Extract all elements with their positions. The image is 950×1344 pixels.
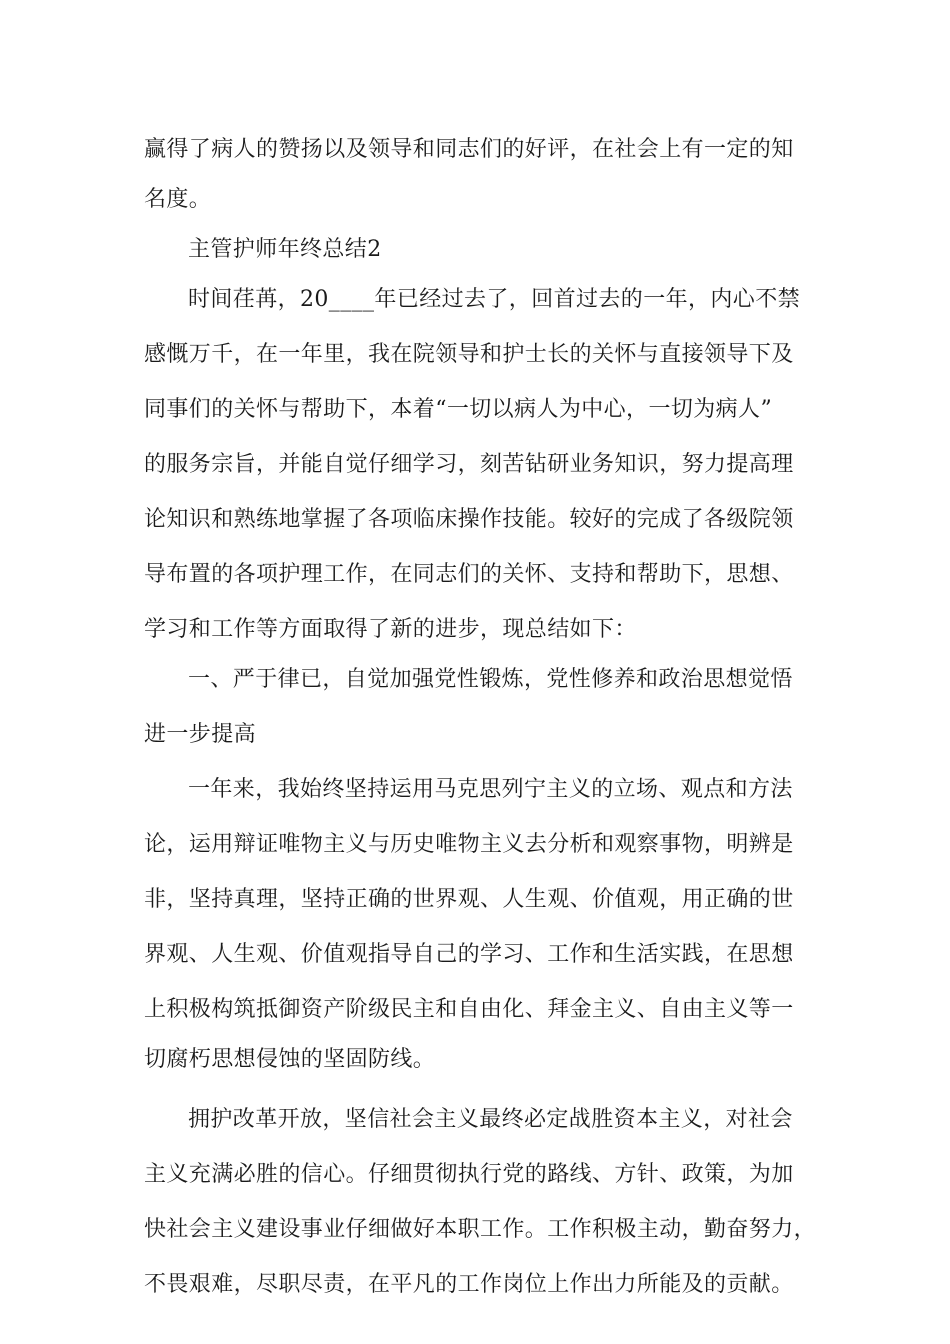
section-heading: 进一步提高 (144, 722, 257, 747)
text-line: 的服务宗旨，并能自觉仔细学习，刻苦钻研业务知识，努力提高理 (144, 452, 794, 477)
text-line: 拥护改革开放，坚信社会主义最终必定战胜资本主义，对社会 (188, 1107, 793, 1132)
text-line: 一年来，我始终坚持运用马克思列宁主义的立场、观点和方法 (188, 777, 793, 802)
text-line: 论，运用辩证唯物主义与历史唯物主义去分析和观察事物，明辨是 (144, 832, 794, 857)
text-line: 时间荏苒，20____年已经过去了，回首过去的一年，内心不禁 (188, 287, 800, 312)
text-line: 学习和工作等方面取得了新的进步，现总结如下： (144, 617, 637, 642)
text-line: 名度。 (144, 187, 212, 212)
text-line: 感慨万千，在一年里，我在院领导和护士长的关怀与直接领导下及 (144, 342, 794, 367)
text-line: 同事们的关怀与帮助下，本着“一切以病人为中心，一切为病人” (144, 397, 773, 422)
text-line: 界观、人生观、价值观指导自己的学习、工作和生活实践，在思想 (144, 942, 794, 967)
text-line: 论知识和熟练地掌握了各项临床操作技能。较好的完成了各级院领 (144, 507, 794, 532)
text-line: 不畏艰难，尽职尽责，在平凡的工作岗位上作出力所能及的贡献。 (144, 1272, 794, 1297)
section-heading: 一、严于律已，自觉加强党性锻炼，党性修养和政治思想觉悟 (188, 667, 793, 692)
text-line: 赢得了病人的赞扬以及领导和同志们的好评，在社会上有一定的知 (144, 137, 794, 162)
text-line: 快社会主义建设事业仔细做好本职工作。工作积极主动，勤奋努力， (144, 1217, 817, 1242)
text-line: 上积极构筑抵御资产阶级民主和自由化、拜金主义、自由主义等一 (144, 997, 794, 1022)
section-heading: 主管护师年终总结2 (188, 237, 382, 262)
text-line: 非，坚持真理，坚持正确的世界观、人生观、价值观，用正确的世 (144, 887, 794, 912)
text-line: 切腐朽思想侵蚀的坚固防线。 (144, 1047, 436, 1072)
text-line: 导布置的各项护理工作，在同志们的关怀、支持和帮助下，思想、 (144, 562, 794, 587)
text-line: 主义充满必胜的信心。仔细贯彻执行党的路线、方针、政策，为加 (144, 1162, 794, 1187)
